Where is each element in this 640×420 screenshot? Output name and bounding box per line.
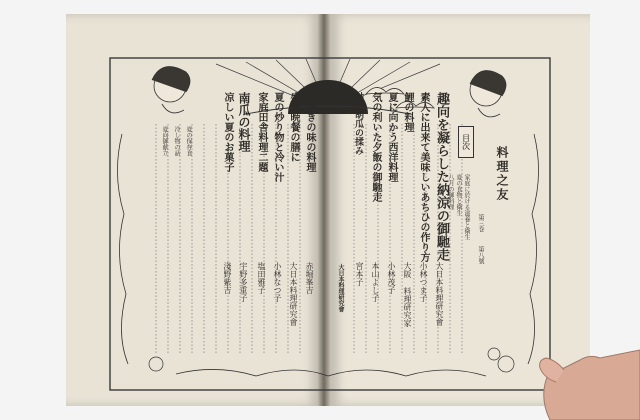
headline-left-2: 盛夏晩餐の膳に (288, 92, 299, 162)
author-right-6: 宮本子 (355, 262, 364, 286)
headline-left-3: 夏の炒り物と冷い汁 (272, 92, 283, 182)
note-right-2: 夏の食物と衛生 (455, 174, 462, 216)
headline-left-6: 凉しい夏のお菓子 (222, 92, 233, 172)
headline-right-3: 鯉の料理 (402, 92, 413, 132)
contents-label: 目次 (461, 134, 471, 150)
note-left-2: 冷し物の話 (173, 126, 180, 156)
author-left-6: 淺野紫吉 (223, 262, 232, 294)
author-left-1: 赤堀峯吉 (305, 262, 314, 294)
issue-label: 第八號 (477, 246, 484, 264)
author-right-4: 小林茂子 (387, 262, 396, 294)
note-right-3: 八月の御料理 (447, 174, 454, 210)
headline-left-1: 夏向きの味の料理 (304, 92, 315, 172)
hand-image (520, 320, 640, 420)
author-right-3: 大阪 料理研究家 (403, 262, 412, 327)
headline-right-1: 趣向を凝らした納涼の御馳走 (434, 92, 449, 261)
author-right-1: 大日本料理研究會 (435, 262, 444, 326)
book-spread (66, 14, 590, 406)
headline-right-2: 素人に出来て美味しいあちひの作り方 (418, 92, 429, 262)
author-left-2: 大日本料理研究會 (289, 262, 298, 326)
author-left-4: 塩田雅子 (257, 262, 266, 294)
headline-right-6: 鮎と胡瓜の揉み (353, 92, 363, 155)
headline-right-5: 気の利いた夕飯の御馳走 (370, 92, 381, 202)
note-left-3: 夏向御献立 (161, 126, 168, 156)
author-right-2: 小林つま子 (419, 262, 428, 302)
left-woman-portrait (152, 67, 190, 113)
headline-left-4: 家庭田舎料理二題 (256, 92, 267, 172)
art-nouveau-border-illustration (66, 14, 590, 406)
note-right-1: 家庭に於ける滋養と衛生 (463, 174, 470, 240)
volume-label: 第三巻 (477, 214, 484, 232)
author-left-3: 小林なつ子 (273, 262, 282, 302)
contents-label-box (458, 126, 474, 158)
author-right-5: 本山よし子 (371, 262, 380, 302)
right-woman-portrait (470, 71, 506, 117)
note-left-1: 夏の保存食 (185, 126, 192, 156)
headline-right-4: 夏に向かう西洋料理 (386, 92, 397, 182)
headline-left-5: 南瓜の料理 (237, 92, 251, 152)
publisher-name: 大日本料理研究會 (337, 264, 344, 312)
magazine-title: 料理之友 (495, 146, 509, 202)
author-left-5: 宇野多重子 (239, 262, 248, 302)
